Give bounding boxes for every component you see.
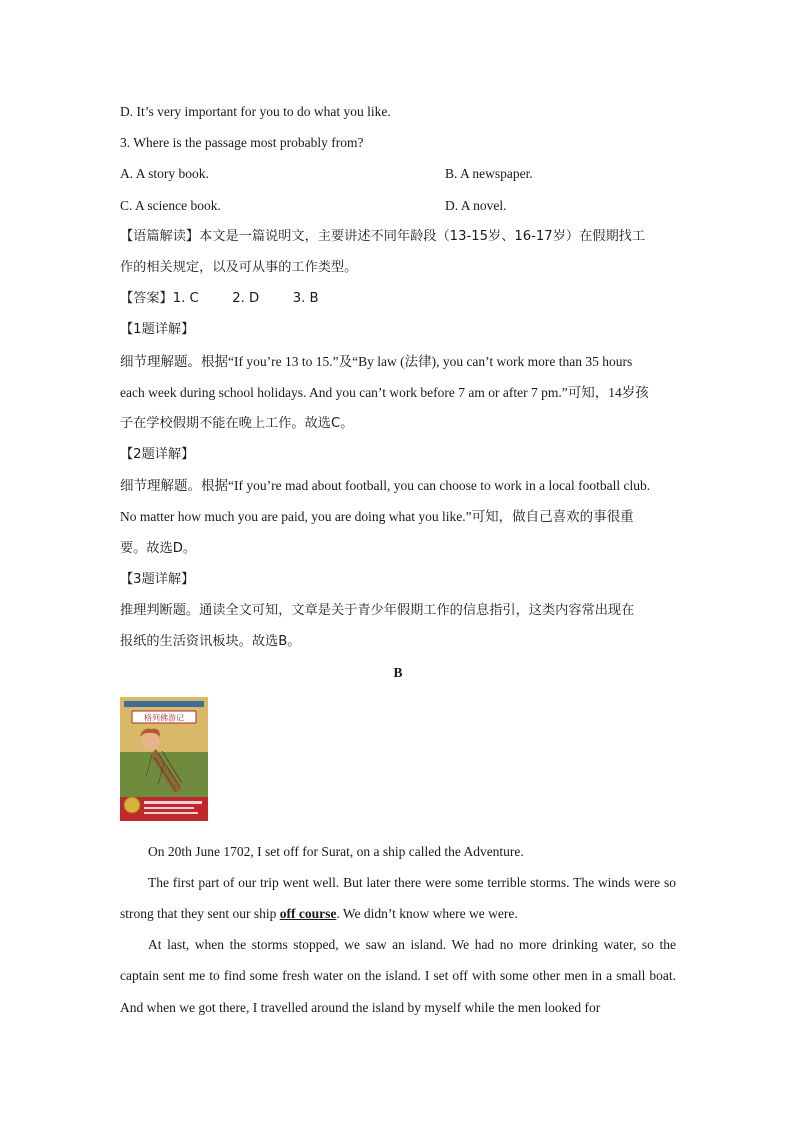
q3-question: 3. Where is the passage most probably from? [120,135,364,151]
section-b-heading: B [393,665,403,681]
q3-options-row-2 [120,190,676,221]
q2-option-d: D. It’s very important for you to do what you like. [120,104,391,119]
q3-explanation-line-1: 推理判断题。通读全文可知，文章是关于青少年假期工作的信息指引，这类内容常出现在 [120,603,635,618]
q3-explanation-line-2: 报纸的生活资讯板块。故选B。 [120,634,301,650]
underlined-phrase-off-course: off course [279,905,337,921]
q2-explanation-line-3: 要。故选D。 [120,540,197,556]
q3-options-row-1 [120,158,676,189]
q3-option-c: C. A science book. [120,197,221,213]
story-paragraph-3: At last, when the storms stopped, we saw an island. We had no more drinking water, so the captain sent me to find some fresh water on the island. I set off with some other men in a small boat. And when we got there, I travelled around the island by myself while the men looked for [120,937,676,1015]
q1-explanation-line-1: 细节理解题。根据“If you’re 13 to 15.”及“By law (法律), you can’t work more than 35 hours [120,353,633,369]
q1-explanation-line-3: 子在学校假期不能在晚上工作。故选C。 [120,415,354,431]
story-paragraph-1: On 20th June 1702, I set off for Surat, on a ship called the Adventure. [148,843,524,859]
q2-explanation-title: 【2题详解】 [120,447,195,463]
q3-explanation-title: 【3题详解】 [120,571,195,587]
q1-explanation-title: 【1题详解】 [120,322,195,338]
q3-option-d: D. A novel. [445,197,507,213]
story-paragraph-2-text-after: . We didn’t know where we were. [336,905,518,921]
q3-option-b: B. A newspaper. [445,166,533,182]
book-cover-image [120,697,208,821]
q3-option-a: A. A story book. [120,166,209,182]
analysis-line-1: 【语篇解读】本文是一篇说明文，主要讲述不同年龄段（13-15岁、16-17岁）在假期找工 [120,228,646,244]
q1-explanation-line-2: each week during school holidays. And you can’t work before 7 am or after 7 pm.”可知，14岁孩 [120,384,649,400]
answers-line: 【答案】1. C 2. D 3. B [120,291,319,307]
q2-explanation-line-1: 细节理解题。根据“If you’re mad about football, you can choose to work in a local football club. [120,478,651,494]
book-cover-title: 格列佛游记 [144,713,184,723]
story-paragraph-2 [120,867,676,929]
document-page [120,96,676,1023]
analysis-line-2: 作的相关规定，以及可从事的工作类型。 [120,259,358,275]
story-paragraph-2-text-before: The first part of our trip went well. But later there were some terrible storms. The winds were so strong that they sent our ship [120,874,676,921]
q2-explanation-line-2: No matter how much you are paid, you are doing what you like.”可知，做自己喜欢的事很重 [120,509,634,525]
